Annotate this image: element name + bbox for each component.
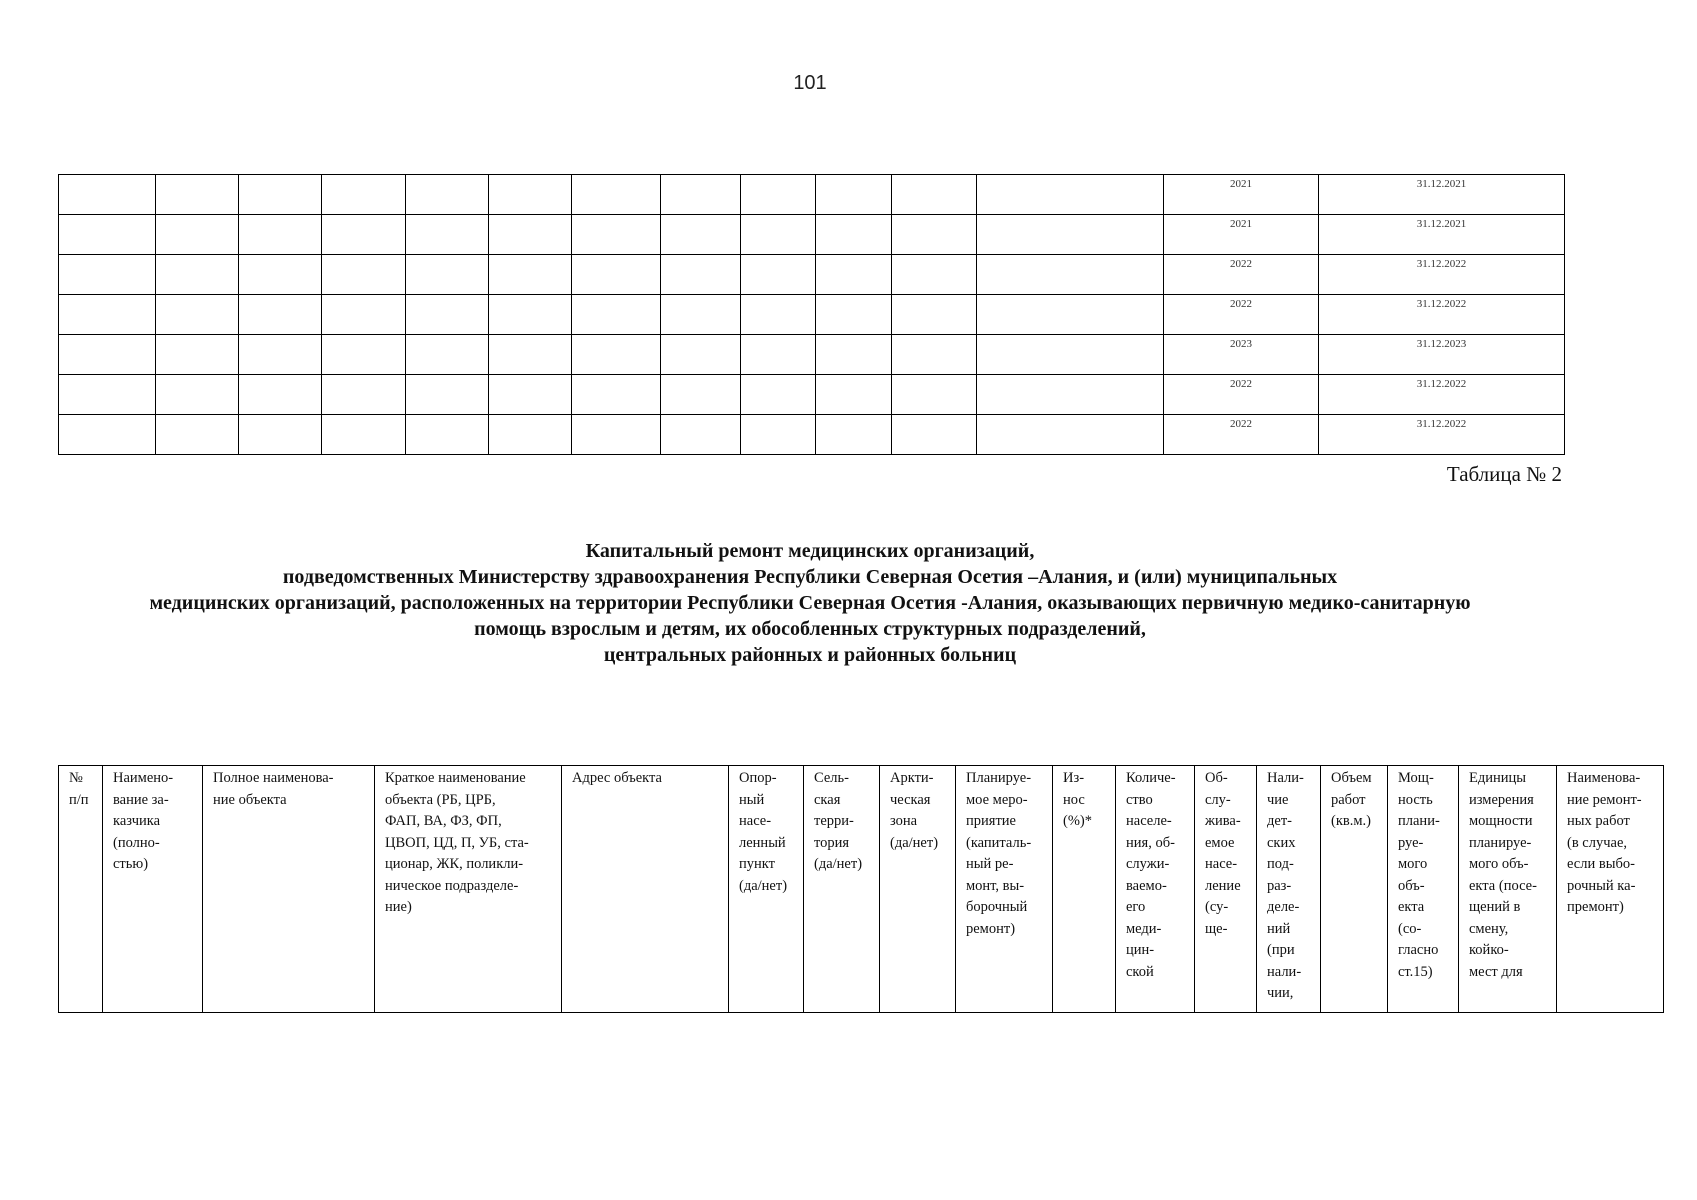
empty-cell — [489, 255, 572, 295]
empty-cell — [816, 215, 892, 255]
column-header: Наименова- ние ремонт- ных работ (в случае, если выбо- рочный ка- премонт) — [1557, 766, 1664, 1013]
empty-cell — [322, 215, 406, 255]
table-row — [59, 375, 1565, 415]
empty-cell — [816, 255, 892, 295]
empty-cell — [816, 415, 892, 455]
empty-cell — [239, 175, 322, 215]
table-row — [59, 215, 1565, 255]
empty-cell — [322, 175, 406, 215]
continuation-table — [58, 174, 1565, 455]
date-cell: 31.12.2022 — [1319, 375, 1565, 415]
continuation-table-body — [59, 175, 1565, 455]
empty-cell — [741, 415, 816, 455]
title-line: Капитальный ремонт медицинских организаций, — [585, 540, 1035, 562]
empty-cell — [239, 295, 322, 335]
empty-cell — [816, 375, 892, 415]
table-caption: Таблица № 2 — [1446, 462, 1562, 486]
empty-cell — [406, 215, 489, 255]
empty-cell — [572, 175, 661, 215]
empty-cell — [572, 335, 661, 375]
date-cell: 31.12.2022 — [1319, 255, 1565, 295]
empty-cell — [59, 415, 156, 455]
empty-cell — [977, 335, 1164, 375]
empty-cell — [977, 255, 1164, 295]
empty-cell — [741, 255, 816, 295]
column-header: Планируе- мое меро- приятие (капиталь- ный ре- монт, вы- борочный ремонт) — [956, 766, 1053, 1013]
empty-cell — [741, 175, 816, 215]
column-header: Опор- ный насе- ленный пункт (да/нет) — [729, 766, 804, 1013]
empty-cell — [892, 255, 977, 295]
column-header: Краткое наименование объекта (РБ, ЦРБ, ФАП, ВА, ФЗ, ФП, ЦВОП, ЦД, П, УБ, ста- ционар, ЖК, поликли- ническое подразделе- ние) — [375, 766, 562, 1013]
empty-cell — [239, 255, 322, 295]
date-cell: 31.12.2021 — [1319, 215, 1565, 255]
empty-cell — [156, 215, 239, 255]
empty-cell — [406, 335, 489, 375]
page-number: 101 — [793, 72, 827, 94]
empty-cell — [977, 175, 1164, 215]
empty-cell — [489, 295, 572, 335]
empty-cell — [406, 255, 489, 295]
empty-cell — [977, 415, 1164, 455]
empty-cell — [572, 255, 661, 295]
empty-cell — [892, 215, 977, 255]
empty-cell — [322, 335, 406, 375]
empty-cell — [892, 335, 977, 375]
year-cell: 2022 — [1164, 415, 1319, 455]
column-header: Об- слу- жива- емое насе- ление (су- ще- — [1195, 766, 1257, 1013]
empty-cell — [892, 175, 977, 215]
title-line: помощь взрослым и детям, их обособленных структурных подразделений, — [474, 618, 1146, 640]
header-row — [59, 766, 1664, 1013]
column-header: Объем работ (кв.м.) — [1321, 766, 1388, 1013]
empty-cell — [741, 215, 816, 255]
empty-cell — [816, 335, 892, 375]
empty-cell — [892, 375, 977, 415]
empty-cell — [489, 215, 572, 255]
empty-cell — [661, 215, 741, 255]
empty-cell — [239, 335, 322, 375]
empty-cell — [239, 215, 322, 255]
empty-cell — [322, 415, 406, 455]
empty-cell — [156, 375, 239, 415]
empty-cell — [661, 335, 741, 375]
column-header: Единицы измерения мощности планируе- мого объ- екта (посе- щений в смену, койко- мест для — [1459, 766, 1557, 1013]
empty-cell — [406, 175, 489, 215]
empty-cell — [489, 335, 572, 375]
capital-repair-table — [58, 765, 1664, 1013]
empty-cell — [489, 175, 572, 215]
empty-cell — [59, 375, 156, 415]
empty-cell — [572, 375, 661, 415]
year-cell: 2023 — [1164, 335, 1319, 375]
empty-cell — [661, 375, 741, 415]
document-title — [0, 538, 1620, 668]
empty-cell — [977, 295, 1164, 335]
empty-cell — [661, 175, 741, 215]
empty-cell — [816, 295, 892, 335]
empty-cell — [661, 415, 741, 455]
empty-cell — [239, 375, 322, 415]
table-row — [59, 175, 1565, 215]
column-header: Нали- чие дет- ских под- раз- деле- ний (при нали- чии, — [1257, 766, 1321, 1013]
date-cell: 31.12.2022 — [1319, 415, 1565, 455]
empty-cell — [661, 255, 741, 295]
title-line: подведомственных Министерству здравоохранения Республики Северная Осетия –Алания, и (или) муниципальных — [282, 566, 1338, 588]
column-header: Из- нос (%)* — [1053, 766, 1116, 1013]
column-header: Адрес объекта — [562, 766, 729, 1013]
column-header: № п/п — [59, 766, 103, 1013]
empty-cell — [892, 295, 977, 335]
column-header: Сель- ская терри- тория (да/нет) — [804, 766, 880, 1013]
empty-cell — [59, 215, 156, 255]
table-row — [59, 255, 1565, 295]
column-header: Мощ- ность плани- руе- мого объ- екта (со- гласно ст.15) — [1388, 766, 1459, 1013]
empty-cell — [572, 295, 661, 335]
column-header: Аркти- ческая зона (да/нет) — [880, 766, 956, 1013]
empty-cell — [741, 295, 816, 335]
year-cell: 2021 — [1164, 215, 1319, 255]
empty-cell — [406, 295, 489, 335]
empty-cell — [156, 175, 239, 215]
empty-cell — [406, 415, 489, 455]
empty-cell — [977, 215, 1164, 255]
empty-cell — [59, 295, 156, 335]
table-row — [59, 415, 1565, 455]
table-row — [59, 295, 1565, 335]
empty-cell — [977, 375, 1164, 415]
empty-cell — [322, 375, 406, 415]
empty-cell — [59, 335, 156, 375]
date-cell: 31.12.2021 — [1319, 175, 1565, 215]
column-header: Наимено- вание за- казчика (полно- стью) — [103, 766, 203, 1013]
empty-cell — [322, 295, 406, 335]
empty-cell — [892, 415, 977, 455]
year-cell: 2022 — [1164, 255, 1319, 295]
empty-cell — [816, 175, 892, 215]
empty-cell — [156, 255, 239, 295]
empty-cell — [406, 375, 489, 415]
empty-cell — [489, 375, 572, 415]
title-line: центральных районных и районных больниц — [603, 644, 1017, 666]
year-cell: 2022 — [1164, 375, 1319, 415]
empty-cell — [572, 415, 661, 455]
empty-cell — [156, 295, 239, 335]
column-header: Полное наименова- ние объекта — [203, 766, 375, 1013]
title-line: медицинских организаций, расположенных на территории Республики Северная Осетия -Алания, оказывающих первичную медико-санитарную — [149, 592, 1471, 614]
empty-cell — [741, 335, 816, 375]
empty-cell — [239, 415, 322, 455]
empty-cell — [156, 335, 239, 375]
date-cell: 31.12.2023 — [1319, 335, 1565, 375]
year-cell: 2022 — [1164, 295, 1319, 335]
empty-cell — [59, 255, 156, 295]
empty-cell — [322, 255, 406, 295]
empty-cell — [661, 295, 741, 335]
empty-cell — [741, 375, 816, 415]
empty-cell — [156, 415, 239, 455]
empty-cell — [572, 215, 661, 255]
empty-cell — [59, 175, 156, 215]
column-header: Количе- ство населе- ния, об- служи- ваемо- его меди- цин- ской — [1116, 766, 1195, 1013]
year-cell: 2021 — [1164, 175, 1319, 215]
table-row — [59, 335, 1565, 375]
empty-cell — [489, 415, 572, 455]
date-cell: 31.12.2022 — [1319, 295, 1565, 335]
